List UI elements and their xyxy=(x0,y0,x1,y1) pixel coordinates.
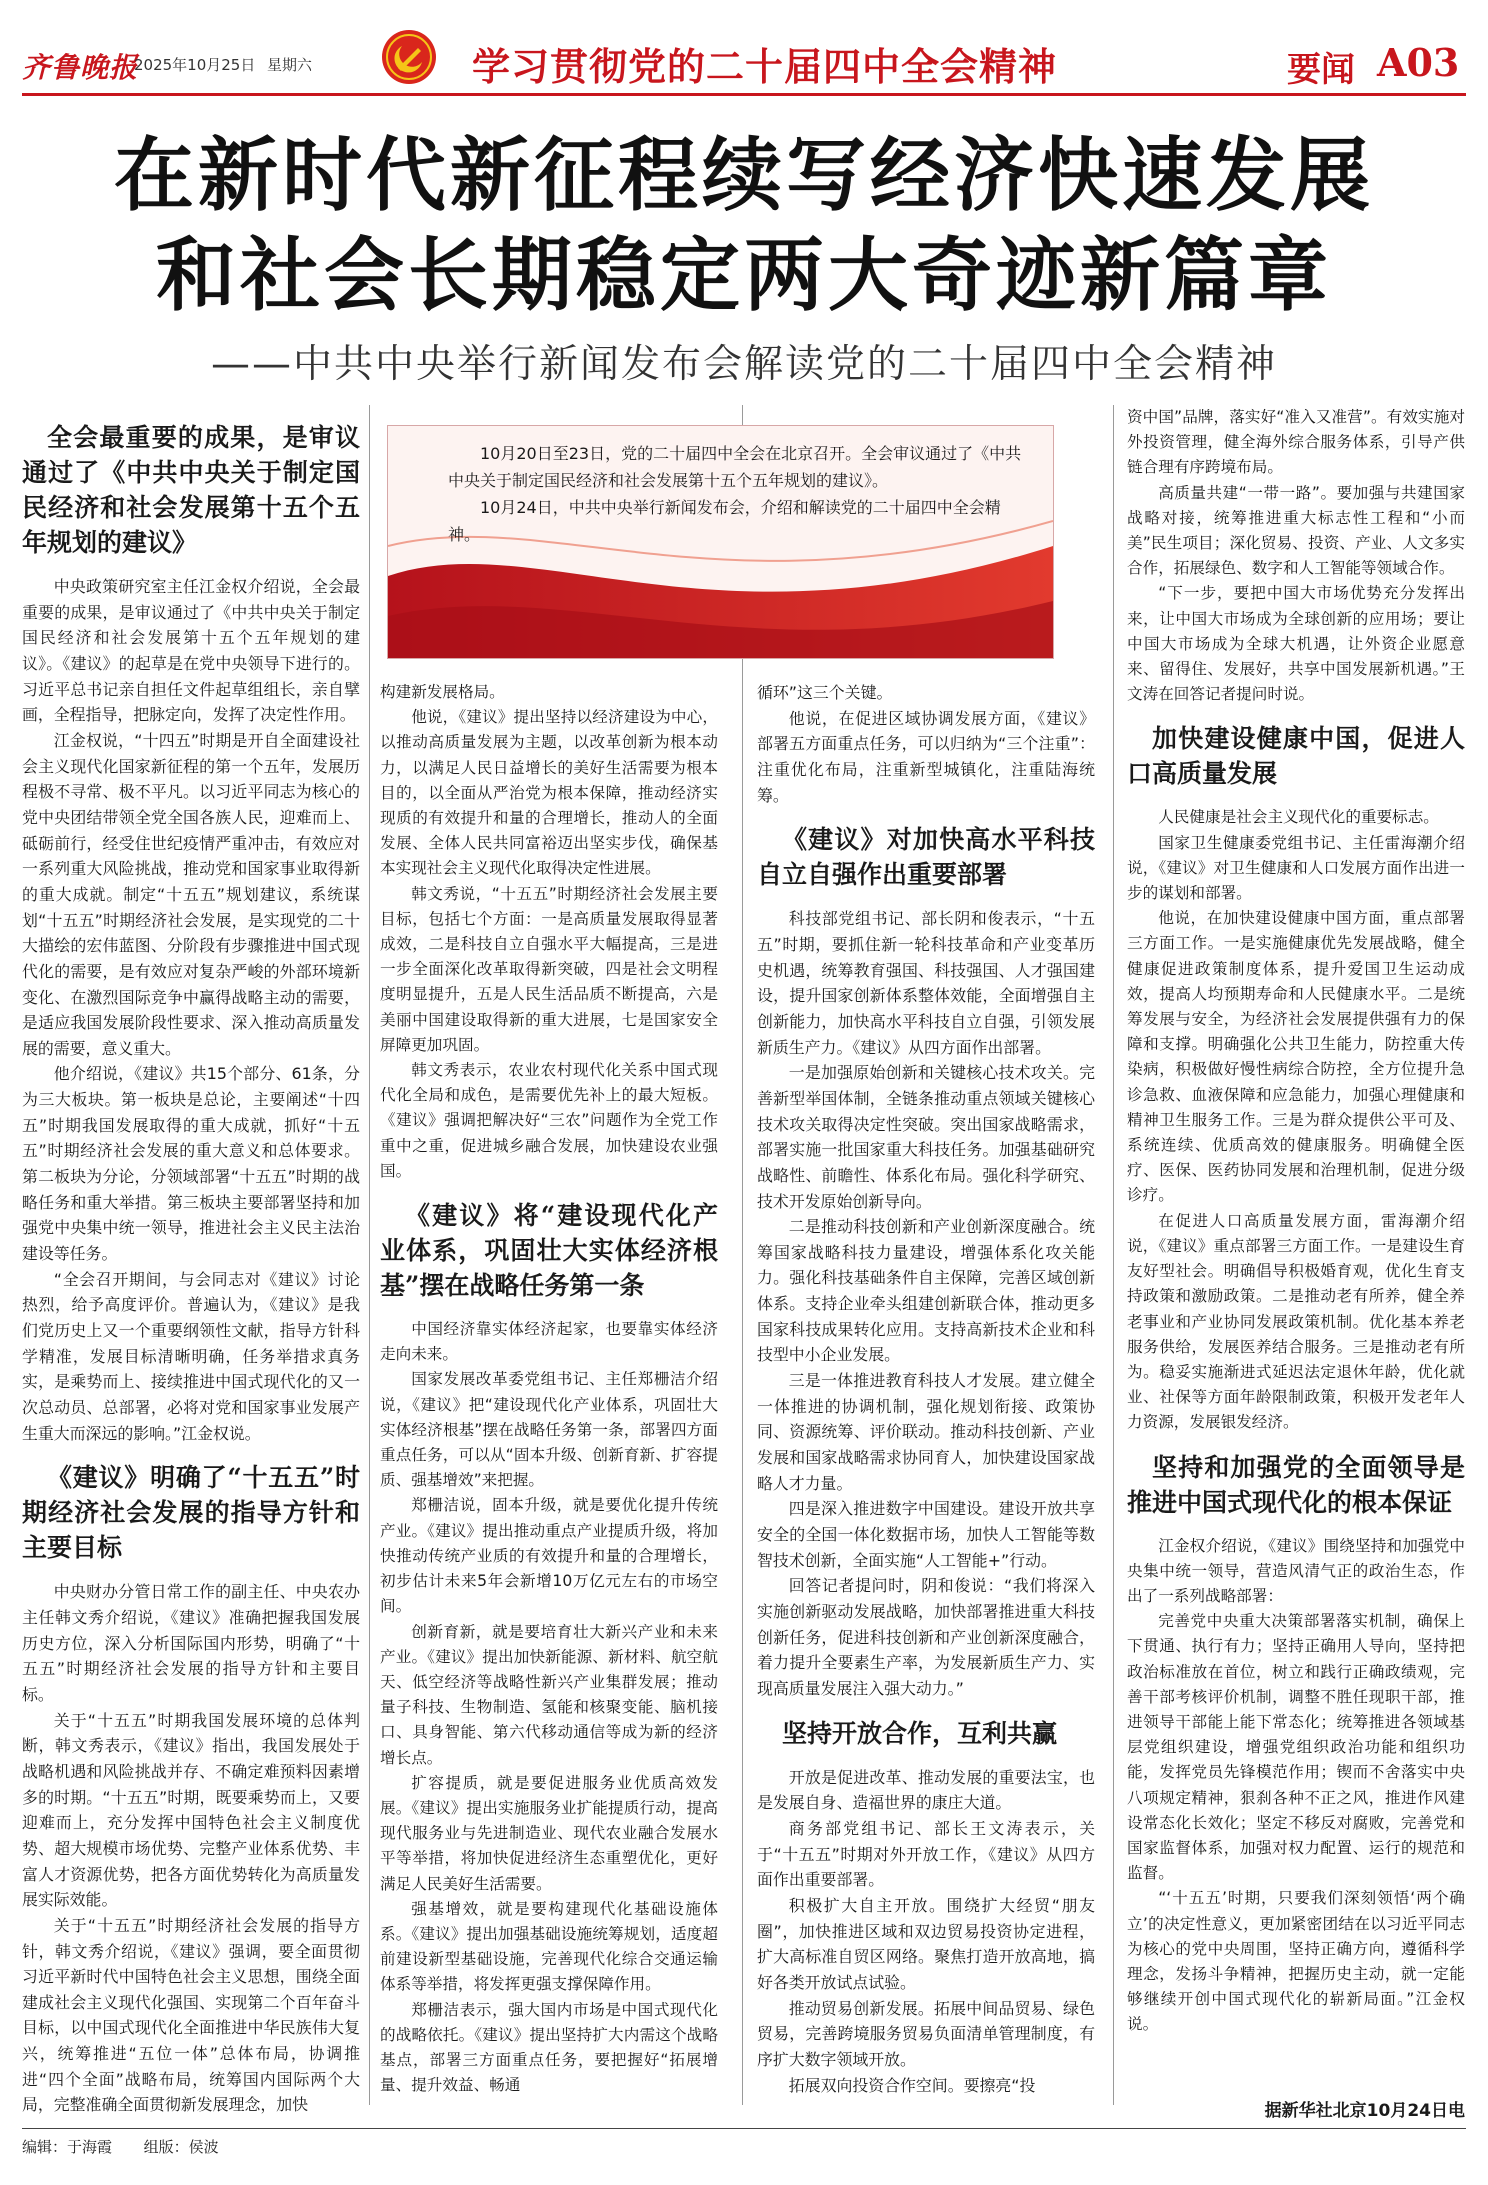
paragraph: “全会召开期间，与会同志对《建议》讨论热烈，给予高度评价。普遍认为，《建议》是我们党历史上又一个重要纲领性文献，指导方针科学精准，发展目标清晰明确，任务举措求真务实，是乘势而上、接续推进中国式现代化的又一次总动员、总部署，必将对党和国家事业发展产生重大而深远的影响。”江金权说。 xyxy=(22,1269,360,1443)
paragraph: 科技部党组书记、部长阴和俊表示，“十五五”时期，要抓住新一轮科技革命和产业变革历史机遇，统筹教育强国、科技强国、人才强国建设，提升国家创新体系整体效能，全面增强自主创新能力，加快高水平科技自立自强，引领发展新质生产力。《建议》从四方面作出部署。 xyxy=(757,909,1095,1057)
paragraph: 郑栅洁说，固本升级，就是要优化提升传统产业。《建议》提出推动重点产业提质升级，将加快推动传统产业质的有效提升和量的合理增长，初步估计未来5年会新增10万亿元左右的市场空间。 xyxy=(380,1496,718,1616)
section-label: 要闻 xyxy=(1287,50,1355,90)
paragraph: 扩容提质，就是要促进服务业优质高效发展。《建议》提出实施服务业扩能提质行动，提高现代服务业与先进制造业、现代农业融合发展水平等举措，将加快促进经济生态重塑优化，更好满足人民美好生活需要。 xyxy=(380,1773,718,1893)
lead-text xyxy=(448,440,1028,548)
paragraph: 他说，在加快建设健康中国方面，重点部署三方面工作。一是实施健康优先发展战略，健全健康促进政策制度体系，提升爱国卫生运动成效，提高人均预期寿命和人民健康水平。二是统筹发展与安全，为经济社会发展提供强有力的保障和支撑。明确强化公共卫生能力，防控重大传染病，积极做好慢性病综合防控，全方位提升急诊急救、血液保障和应急能力，加强心理健康和精神卫生服务工作。三是为群众提供公平可及、系统连续、优质高效的健康服务。明确健全医疗、医保、医药协同发展和治理机制，促进分级诊疗。 xyxy=(1127,909,1465,1205)
special-banner: 学习贯彻党的二十届四中全会精神 xyxy=(472,45,1058,89)
paragraph: 江金权说，“十四五”时期是开自全面建设社会主义现代化国家新征程的第一个五年，发展历程极不寻常、极不平凡。以习近平同志为核心的党中央团结带领全党全国各族人民，迎难而上、砥砺前行，经受住世纪疫情严重冲击，有效应对一系列重大风险挑战，推动党和国家事业取得新的重大成就。制定“十五五”规划建议，系统谋划“十五五”时期经济社会发展，是实现党的二十大描绘的宏伟蓝图、分阶段有步骤推进中国式现代化的需要，是有效应对复杂严峻的外部环境新变化、在激烈国际竞争中赢得战略主动的需要，是适应我国发展阶段性要求、深入推动高质量发展的需要，意义重大。 xyxy=(22,730,360,1058)
paragraph: 江金权介绍说，《建议》围绕坚持和加强党中央集中统一领导，营造风清气正的政治生态，作出了一系列战略部署： xyxy=(1127,1536,1465,1605)
newspaper-logo: 齐鲁晚报 xyxy=(22,51,139,84)
column-divider xyxy=(1113,405,1114,2105)
masthead xyxy=(22,16,1466,96)
paragraph: 商务部党组书记、部长王文涛表示，关于“十五五”时期对外开放工作，《建议》从四方面作出重要部署。 xyxy=(757,1818,1095,1890)
paragraph: 强基增效，就是要构建现代化基础设施体系。《建议》提出加强基础设施统筹规划，适度超前建设新型基础设施，完善现代化综合交通运输体系等举措，将发挥更强支撑保障作用。 xyxy=(380,1899,718,1994)
article-column-1 xyxy=(22,420,360,2118)
paragraph: “‘十五五’时期，只要我们深刻领悟‘两个确立’的决定性意义，更加紧密团结在以习近平同志为核心的党中央周围，坚持正确方向，遵循科学理念，发扬斗争精神，把握历史主动，就一定能够继续开创中国式现代化的崭新局面。”江金权说。 xyxy=(1127,1889,1465,2034)
lead-paragraph: 10月24日，中共中央举行新闻发布会，介绍和解读党的二十届四中全会精神。 xyxy=(448,498,1001,544)
masthead-rule xyxy=(22,93,1466,96)
article-column-4 xyxy=(1127,405,1465,2038)
lead-box xyxy=(387,425,1054,659)
paragraph: 创新育新，就是要培育壮大新兴产业和未来产业。《建议》提出加快新能源、新材料、航空航天、低空经济等战略性新兴产业集群发展；推动量子科技、生物制造、氢能和核聚变能、脑机接口、具身智能、第六代移动通信等成为新的经济增长点。 xyxy=(380,1622,718,1767)
subhead: 全会最重要的成果，是审议通过了《中共中央关于制定国民经济和社会发展第十五个五年规划的建议》 xyxy=(22,423,360,557)
paragraph: 人民健康是社会主义现代化的重要标志。 xyxy=(1158,808,1439,827)
page-footer xyxy=(22,2136,219,2157)
main-headline-line2: 和社会长期稳定两大奇迹新篇章 xyxy=(156,228,1332,322)
paragraph: 三是一体推进教育科技人才发展。建立健全一体推进的协调机制，强化规划衔接、政策协同、资源统筹、评价联动。推动科技创新、产业发展和国家战略需求协同育人，加快建设国家战略人才力量。 xyxy=(757,1371,1095,1493)
paragraph: 循环”这三个关键。 xyxy=(757,683,893,702)
paragraph: 推动贸易创新发展。拓展中间品贸易、绿色贸易，完善跨境服务贸易负面清单管理制度，有序扩大数字领域开放。 xyxy=(757,1998,1095,2069)
paragraph: 关于“十五五”时期我国发展环境的总体判断，韩文秀表示，《建议》指出，我国发展处于战略机遇和风险挑战并存、不确定难预料因素增多的时期。“十五五”时期，既要乘势而上，又要迎难而上，充分发挥中国特色社会主义制度优势、超大规模市场优势、完整产业体系优势、丰富人才资源优势，把各方面优势转化为高质量发展实际效能。 xyxy=(22,1710,360,1910)
subhead: 坚持开放合作，互利共赢 xyxy=(782,1718,1058,1748)
designer-credit: 组版：侯波 xyxy=(143,2138,219,2156)
paragraph: 韩文秀说，“十五五”时期经济社会发展主要目标，包括七个方面：一是高质量发展取得显著成效，二是科技自立自强水平大幅提高，三是进一步全面深化改革取得新突破，四是社会文明程度明显提升，五是人民生活品质不断提高，六是美丽中国建设取得新的重大进展，七是国家安全屏障更加巩固。 xyxy=(380,884,718,1054)
subhead: 《建议》将“建设现代化产业体系，巩固壮大实体经济根基”摆在战略任务第一条 xyxy=(380,1201,718,1301)
paragraph: 国家卫生健康委党组书记、主任雷海潮介绍说，《建议》对卫生健康和人口发展方面作出进一步的谋划和部署。 xyxy=(1127,833,1465,903)
dateline: 据新华社北京10月24日电 xyxy=(1264,2101,1465,2121)
paragraph: 关于“十五五”时期经济社会发展的指导方针，韩文秀介绍说，《建议》强调，要全面贯彻习近平新时代中国特色社会主义思想，围绕全面建成社会主义现代化强国、实现第二个百年奋斗目标，以中国式现代化全面推进中华民族伟大复兴，统筹推进“五位一体”总体布局，协调推进“四个全面”战略布局，统筹国内国际两个大局，完整准确全面贯彻新发展理念，加快 xyxy=(22,1915,360,2115)
editor-credit: 编辑：于海霞 xyxy=(22,2138,113,2156)
paragraph: 中央财办分管日常工作的副主任、中央农办主任韩文秀介绍说，《建议》准确把握我国发展历史方位，深入分析国际国内形势，明确了“十五五”时期经济社会发展的指导方针和主要目标。 xyxy=(22,1582,360,1704)
footer-rule xyxy=(22,2128,1466,2129)
paragraph: 完善党中央重大决策部署落实机制，确保上下贯通、执行有力；坚持正确用人导向，坚持把政治标准放在首位，树立和践行正确政绩观，完善干部考核评价机制，调整不胜任现职干部，推进领导干部能上能下常态化；统筹推进各领域基层党组织建设，增强党组织政治功能和组织功能，发挥党员先锋模范作用；锲而不舍落实中央八项规定精神，狠刹各种不正之风，推进作风建设常态化长效化；坚定不移反对腐败，完善党和国家监督体系，加强对权力配置、运行的规范和监督。 xyxy=(1127,1612,1465,1883)
subhead: 加快建设健康中国，促进人口高质量发展 xyxy=(1127,724,1465,789)
column-divider xyxy=(369,405,370,2105)
paragraph: 中央政策研究室主任江金权介绍说，全会最重要的成果，是审议通过了《中共中央关于制定国民经济和社会发展第十五个五年规划的建议》。《建议》的起草是在党中央领导下进行的。习近平总书记亲自担任文件起草组组长，亲自擘画，全程指导，把脉定向，发挥了决定性作用。 xyxy=(22,577,360,725)
subhead: 《建议》对加快高水平科技自立自强作出重要部署 xyxy=(757,825,1095,890)
paragraph: 二是推动科技创新和产业创新深度融合。统筹国家战略科技力量建设，增强体系化攻关能力。强化科技基础条件自主保障，完善区域创新体系。支持企业牵头组建创新联合体，推动更多国家科技成果转化应用。支持高新技术企业和科技型中小企业发展。 xyxy=(757,1217,1095,1365)
paragraph: 他介绍说，《建议》共15个部分、61条，分为三大板块。第一板块是总论，主要阐述“十四五”时期我国发展取得的重大成就，抓好“十五五”时期经济社会发展的重大意义和总体要求。第二板块为分论，分领域部署“十五五”时期的战略任务和重大举措。第三板块主要部署坚持和加强党中央集中统一领导，推进社会主义民主法治建设等任务。 xyxy=(22,1064,360,1264)
lead-paragraph: 10月20日至23日，党的二十届四中全会在北京召开。全会审议通过了《中共中央关于制定国民经济和社会发展第十五个五年规划的建议》。 xyxy=(448,444,1022,490)
main-headline-line1: 在新时代新征程续写经济快速发展 xyxy=(114,128,1374,222)
issue-weekday: 星期六 xyxy=(267,56,313,74)
paragraph: “下一步，要把中国大市场优势充分发挥出来，让中国大市场成为全球创新的应用场；要让中国大市场成为全球大机遇，让外资企业愿意来、留得住、发展好，共享中国发展新机遇。”王文涛在回答记者提问时说。 xyxy=(1127,584,1465,704)
paragraph: 资中国”品牌，落实好“准入又准营”。有效实施对外投资管理，健全海外综合服务体系，引导产供链合理有序跨境布局。 xyxy=(1127,408,1465,477)
paragraph: 高质量共建“一带一路”。要加强与共建国家战略对接，统筹推进重大标志性工程和“小而美”民生项目；深化贸易、投资、产业、人文多实合作，拓展绿色、数字和人工智能等领域合作。 xyxy=(1127,483,1465,578)
paragraph: 郑栅洁表示，强大国内市场是中国式现代化的战略依托。《建议》提出坚持扩大内需这个战略基点，部署三方面重点任务，要把握好“拓展增量、提升效益、畅通 xyxy=(380,2000,718,2095)
paragraph: 积极扩大自主开放。围绕扩大经贸“朋友圈”，加快推进区域和双边贸易投资协定进程，扩大高标准自贸区网络。聚焦打造开放高地，搞好各类开放试点试验。 xyxy=(757,1895,1095,1992)
paragraph: 构建新发展格局。 xyxy=(380,683,505,701)
issue-date: 2025年10月25日 xyxy=(134,56,256,74)
column-divider xyxy=(742,405,743,2105)
subhead: 《建议》明确了“十五五”时期经济社会发展的指导方针和主要目标 xyxy=(22,1463,360,1563)
paragraph: 他说，《建议》提出坚持以经济建设为中心，以推动高质量发展为主题，以改革创新为根本动力，以满足人民日益增长的美好生活需要为根本目的，以全面从严治党为根本保障，推动经济实现质的有效提升和量的合理增长，推动人的全面发展、全体人民共同富裕迈出坚实步伐，确保基本实现社会主义现代化取得决定性进展。 xyxy=(380,708,718,878)
paragraph: 中国经济靠实体经济起家，也要靠实体经济走向未来。 xyxy=(380,1320,718,1364)
sub-headline: ——中共中央举行新闻发布会解读党的二十届四中全会精神 xyxy=(210,342,1277,387)
paragraph: 国家发展改革委党组书记、主任郑栅洁介绍说，《建议》把“建设现代化产业体系，巩固壮大实体经济根基”摆在战略任务第一条，部署四方面重点任务，可以从“固本升级、创新育新、扩容提质、强基增效”来把握。 xyxy=(380,1370,718,1490)
paragraph: 在促进人口高质量发展方面，雷海潮介绍说，《建议》重点部署三方面工作。一是建设生育友好型社会。明确倡导积极婚育观，优化生育支持政策和激励政策。二是推动老有所养，健全养老事业和产业协同发展政策机制。优化基本养老服务供给，发展医养结合服务。三是推动老有所为。稳妥实施渐进式延迟法定退休年龄，优化就业、社保等方面年龄限制政策，积极开发老年人力资源，发展银发经济。 xyxy=(1127,1211,1465,1432)
subhead: 坚持和加强党的全面领导是推进中国式现代化的根本保证 xyxy=(1127,1452,1465,1517)
paragraph: 韩文秀表示，农业农村现代化关系中国式现代化全局和成色，是需要优先补上的最大短板。《建议》强调把解决好“三农”问题作为全党工作重中之重，促进城乡融合发展，加快建设农业强国。 xyxy=(380,1061,718,1180)
paragraph: 四是深入推进数字中国建设。建设开放共享安全的全国一体化数据市场，加快人工智能等数智技术创新，全面实施“人工智能+”行动。 xyxy=(757,1499,1095,1570)
paragraph: 回答记者提问时，阴和俊说：“我们将深入实施创新驱动发展战略，加快部署推进重大科技创新任务，促进科技创新和产业创新深度融合，着力提升全要素生产率，为发展新质生产力、实现高质量发展注入强大动力。” xyxy=(757,1576,1095,1698)
party-emblem-icon xyxy=(380,28,438,86)
paragraph: 开放是促进改革、推动发展的重要法宝，也是发展自身、造福世界的康庄大道。 xyxy=(757,1767,1095,1813)
page-number: A03 xyxy=(1377,40,1460,85)
paragraph: 他说，在促进区域协调发展方面，《建议》部署五方面重点任务，可以归纳为“三个注重”：注重优化布局，注重新型城镇化，注重陆海统筹。 xyxy=(757,708,1095,805)
article-column-3 xyxy=(757,680,1095,2098)
paragraph: 拓展双向投资合作空间。要擦亮“投 xyxy=(788,2075,1036,2095)
paragraph: 一是加强原始创新和关键核心技术攻关。完善新型举国体制，全链条推动重点领域关键核心技术攻关取得决定性突破。突出国家战略需求，部署实施一批国家重大科技任务。加强基础研究战略性、前瞻性、体系化布局。强化科学研究、技术开发原始创新导向。 xyxy=(757,1063,1095,1211)
article-column-2 xyxy=(380,680,718,2098)
